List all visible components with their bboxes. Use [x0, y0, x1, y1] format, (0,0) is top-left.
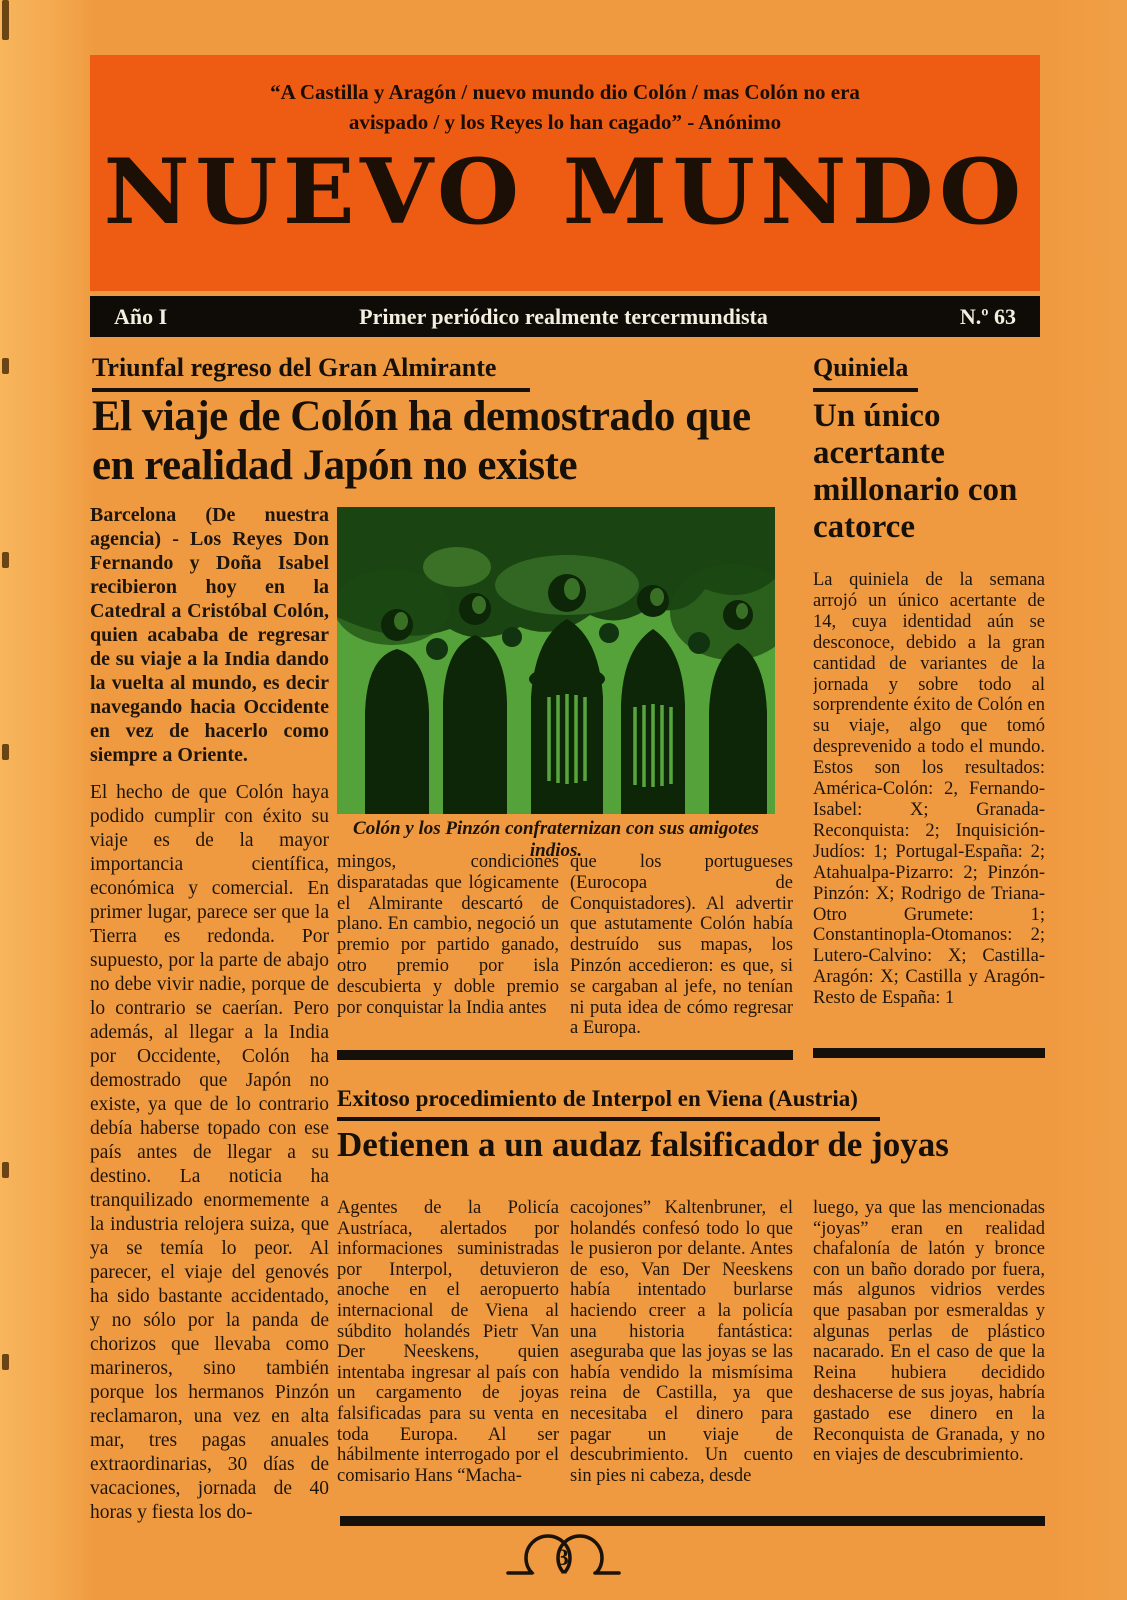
issue-number: N.º 63 [959, 303, 1016, 329]
lead-article-column-1 [90, 503, 329, 1525]
lead-article-column-3: que los portugueses (Eurocopa de Conquistadores). Al advertir que astutamente Colón había destruído sus mapas, los Pinzón accedieron: es que, si se cargaban al jefe, no tenían ni puta idea de cómo regresar a Europa. [570, 852, 793, 1039]
article-end-rule [337, 1050, 793, 1060]
lead-paragraph: Barcelona (De nuestra agencia) - Los Reyes Don Fernando y Doña Isabel recibieron hoy en la Catedral a Cristóbal Colón, quien acababa de regresar de su viaje a la India dando la vuelta al mundo, es decir navegando hacia Occidente en vez de hacerlo como siempre a Oriente. [90, 504, 329, 766]
masthead-quote: “A Castilla y Aragón / nuevo mundo dio Colón / mas Colón no era avispado / y los Reyes lo han cagado” - Anónimo [270, 80, 860, 135]
article-photo [337, 507, 775, 814]
binding-mark [2, 552, 9, 568]
lead-article-headline: El viaje de Colón ha demostrado que en realidad Japón no existe [92, 393, 751, 490]
newspaper-title: NUEVO MUNDO [103, 139, 1027, 245]
interpol-article-column-3: luego, ya que las mencionadas “joyas” eran en realidad chafalonía de latón y bronce con un baño dorado por fuera, más algunos vidrios verdes que pasaban por esmeraldas y algunas perlas de plástico nacarado. En el caso de que la Reina hubiera decidido deshacerse de sus joyas, habría gastado ese dinero en la Reconquista de Granada, y no en viajes de descubrimiento. [813, 1198, 1045, 1466]
binding-mark [2, 1162, 9, 1178]
binding-mark [2, 0, 9, 40]
tagline: Primer periódico realmente tercermundista [359, 303, 768, 329]
binding-mark [2, 1354, 9, 1370]
interpol-article-headline: Detienen a un audaz falsificador de joyas [337, 1125, 949, 1164]
interpol-article-kicker: Exitoso procedimiento de Interpol en Viena (Austria) [337, 1086, 880, 1121]
quiniela-kicker: Quiniela [813, 353, 918, 392]
interpol-article-column-1: Agentes de la Policía Austríaca, alertados por informaciones suministradas por Interpol, detuvieron anoche en el aeropuerto internacional de Viena al súbdito holandés Pietr Van Der Neeskens, quien intentaba ingresar al país con un cargamento de joyas falsificadas para su venta en toda Europa. Al ser hábilmente interrogado por el comisario Hans “Macha- [337, 1198, 559, 1486]
quiniela-headline: Un único acertante millonario con catorce [813, 398, 1018, 545]
masthead [90, 55, 1040, 291]
interpol-end-rule [340, 1516, 1045, 1526]
lead-article-kicker: Triunfal regreso del Gran Almirante [92, 353, 530, 392]
binding-mark [2, 358, 9, 374]
page-number: 3 [557, 1545, 569, 1570]
lead-article-column-2: mingos, condiciones disparatadas que lógicamente el Almirante descartó de plano. En cambio, negoció un premio por partido ganado, otro premio por isla descubierta y doble premio por conquistar la India antes [337, 852, 559, 1018]
quiniela-body: La quiniela de la semana arrojó un único acertante de 14, cuya identidad aún se desconoce, debido a la gran cantidad de variantes de la jornada y sobre todo al sorprendente éxito de Colón en su viaje, algo que tomó desprevenido a todo el mundo. Estos son los resultados: América-Colón: 2, Fernando-Isabel: X; Granada-Reconquista: 2; Inquisición-Judíos: 1; Portugal-España: 2; Atahualpa-Pizarro: 2; Pinzón-Pinzón: X; Rodrigo de Triana-Otro Grumete: 1; Constantinopla-Otomanos: 2; Lutero-Calvino: X; Castilla-Aragón: X; Castilla y Aragón-Resto de España: 1 [813, 570, 1045, 1009]
interpol-article-column-2: cacojones” Kaltenbruner, el holandés confesó todo lo que le pusieron por delante. Antes de eso, Van Der Neeskens había intentado burlarse haciendo creer a la policía una historia fantástica: aseguraba que las joyas se las había vendido la mismísima reina de Castilla, ya que necesitaba el dinero para pagar un viaje de descubrimiento. Un cuento sin pies ni cabeza, desde [570, 1198, 793, 1486]
issue-year: Año I [114, 303, 168, 329]
binding-mark [2, 744, 9, 760]
photo-caption: Colón y los Pinzón confraternizan con sus amigotes indios. [353, 818, 759, 861]
body-paragraph: El hecho de que Colón haya podido cumplir con éxito su viaje es de la mayor importancia científica, económica y comercial. En primer lugar, parece ser que la Tierra es redonda. Por supuesto, por la parte de abajo no debe vivir nadie, porque de lo contrario se caerían. Pero además, al llegar a la India por Occidente, Colón ha demostrado que Japón no existe, ya que de lo contrario debía haberse topado con ese país antes de llegar a su destino. La noticia ha tranquilizado enormemente a la industria relojera suiza, que ya se temía lo peor. Al parecer, el viaje del genovés ha sido bastante accidentado, y no sólo por la panda de chorizos que llevaba como marineros, sino también porque los hermanos Pinzón reclamaron, una vez en alta mar, tres pagas anuales extraordinarias, 30 días de vacaciones, jornada de 40 horas y fiesta los do- [90, 782, 329, 1523]
quiniela-end-rule [813, 1048, 1045, 1058]
info-bar [90, 296, 1040, 337]
